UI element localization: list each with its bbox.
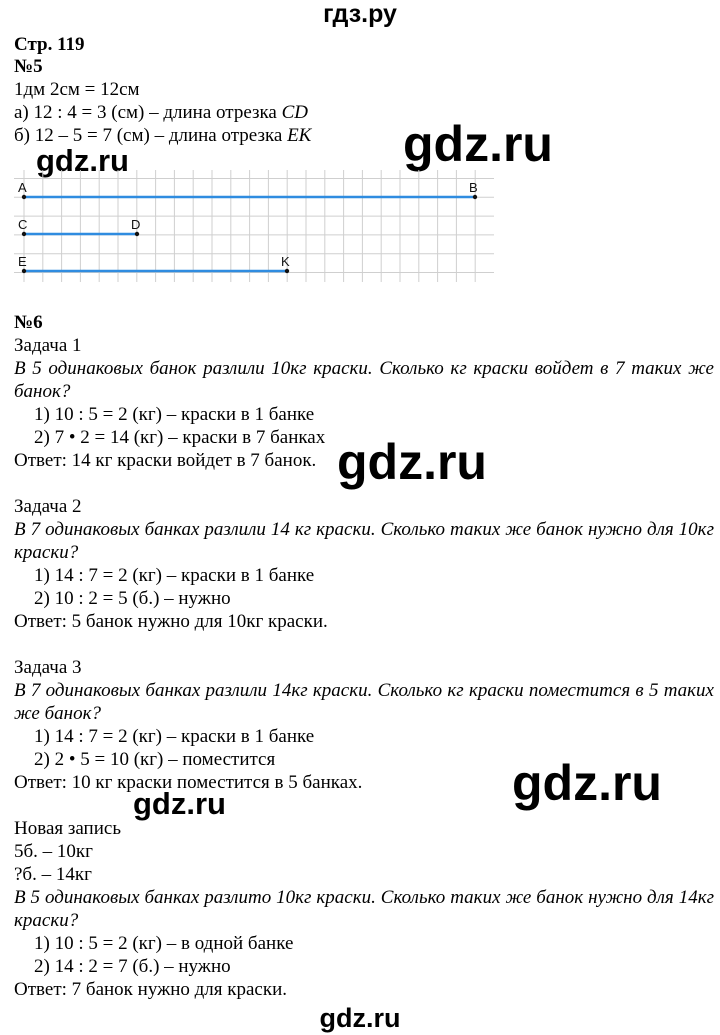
task5-line2: [14, 101, 308, 124]
segment-ek-label: EK: [287, 125, 312, 146]
task5-line1: 1дм 2см = 12см: [14, 79, 140, 100]
new-record-title: Новая запись: [14, 818, 121, 839]
problem3-step1: 1) 14 : 7 = 2 (кг) – краски в 1 банке: [34, 726, 315, 747]
problem2-step2: 2) 10 : 2 = 5 (б.) – нужно: [34, 588, 231, 609]
task-number-6: №6: [14, 312, 43, 333]
task-number-5: №5: [14, 56, 43, 77]
point-b-label: B: [469, 180, 478, 195]
grid-lines: [14, 170, 494, 282]
problem3-text: В 7 одинаковых банках разлили 14кг краски. Сколько кг краски поместится в 5 таких же банок?: [14, 680, 714, 724]
new-record-line1: 5б. – 10кг: [14, 841, 93, 862]
point-d-dot: [135, 232, 139, 236]
problem1-text: В 5 одинаковых банок разлили 10кг краски. Сколько кг краски войдет в 7 таких же банок?: [14, 358, 714, 402]
problem2-step1: 1) 14 : 7 = 2 (кг) – краски в 1 банке: [34, 565, 315, 586]
point-b-dot: [473, 195, 477, 199]
task5-line3: [14, 124, 311, 147]
watermark: gdz.ru: [512, 755, 662, 811]
watermark: gdz.ru: [36, 143, 129, 178]
problem1-answer: Ответ: 14 кг краски войдет в 7 банок.: [14, 450, 317, 471]
point-k-dot: [285, 269, 289, 273]
page-number: Стр. 119: [14, 34, 85, 55]
point-a-dot: [22, 195, 26, 199]
problem4-answer: Ответ: 7 банок нужно для краски.: [14, 979, 287, 1000]
problem1-title: Задача 1: [14, 335, 82, 356]
watermark: gdz.ru: [403, 116, 553, 172]
watermark: gdz.ru: [133, 786, 226, 821]
watermark-bottom: gdz.ru: [319, 1003, 401, 1033]
point-e-label: E: [18, 254, 27, 269]
problem3-answer: Ответ: 10 кг краски поместится в 5 банках.: [14, 772, 363, 793]
segment-cd-label: CD: [281, 102, 309, 123]
task5-line3-text: б) 12 – 5 = 7 (см) – длина отрезка: [14, 125, 288, 146]
watermark-top: гдз.ру: [323, 0, 397, 28]
watermark: gdz.ru: [337, 434, 487, 490]
segments-diagram: [14, 170, 494, 282]
problem2-title: Задача 2: [14, 496, 82, 517]
point-a-label: A: [18, 180, 27, 195]
point-c-dot: [22, 232, 26, 236]
problem1-step2: 2) 7 • 2 = 14 (кг) – краски в 7 банках: [34, 427, 326, 448]
problem3-step2: 2) 2 • 5 = 10 (кг) – поместится: [34, 749, 276, 770]
point-d-label: D: [131, 217, 141, 232]
problem1-step1: 1) 10 : 5 = 2 (кг) – краски в 1 банке: [34, 404, 315, 425]
task5-line2-text: а) 12 : 4 = 3 (см) – длина отрезка: [14, 102, 282, 123]
point-k-label: K: [281, 254, 290, 269]
point-c-label: C: [18, 217, 28, 232]
problem4-step2: 2) 14 : 2 = 7 (б.) – нужно: [34, 956, 231, 977]
problem2-text: В 7 одинаковых банках разлили 14 кг краски. Сколько таких же банок нужно для 10кг краски?: [14, 519, 714, 563]
problem4-step1: 1) 10 : 5 = 2 (кг) – в одной банке: [34, 933, 294, 954]
point-e-dot: [22, 269, 26, 273]
problem2-answer: Ответ: 5 банок нужно для 10кг краски.: [14, 611, 328, 632]
problem4-text: В 5 одинаковых банках разлито 10кг краски. Сколько таких же банок нужно для 14кг краски?: [14, 887, 714, 931]
problem3-title: Задача 3: [14, 657, 82, 678]
new-record-line2: ?б. – 14кг: [14, 864, 92, 885]
